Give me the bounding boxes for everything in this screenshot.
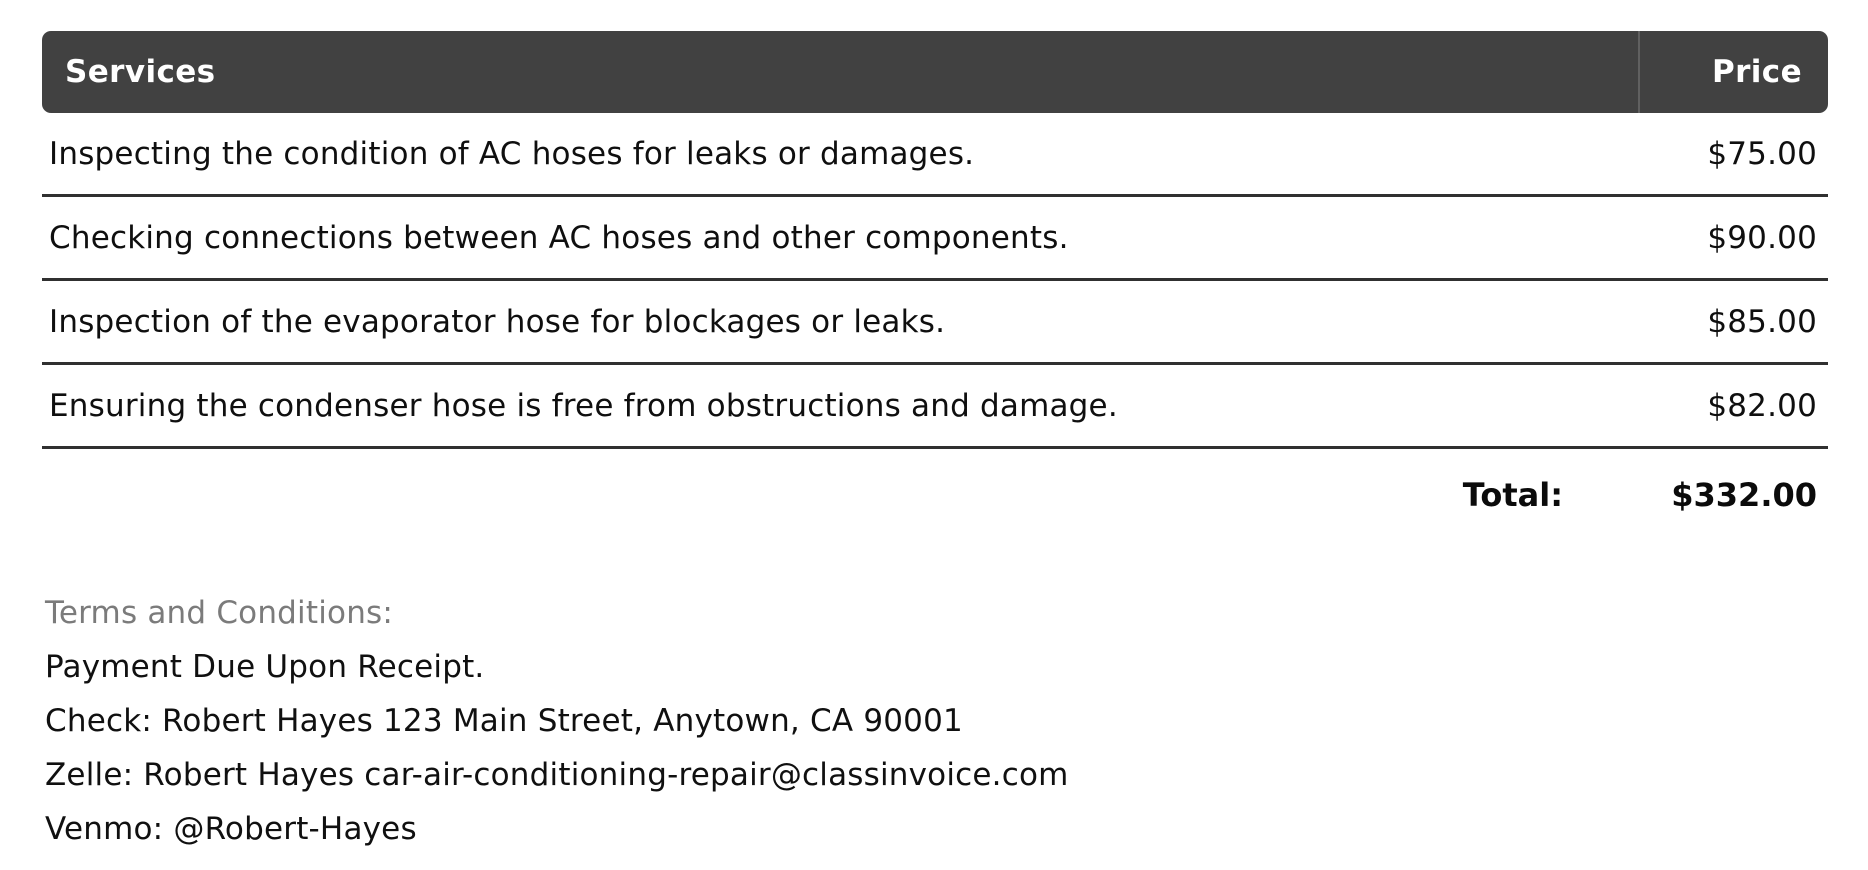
total-amount: $332.00: [1671, 476, 1817, 514]
terms-line-venmo: Venmo: @Robert-Hayes: [45, 811, 417, 847]
service-price: $82.00: [1707, 387, 1817, 424]
terms-line-zelle: Zelle: Robert Hayes car-air-conditioning-repair@classinvoice.com: [45, 757, 1069, 793]
service-price: $90.00: [1707, 219, 1817, 256]
service-price: $75.00: [1707, 135, 1817, 172]
terms-section: [45, 586, 1069, 856]
terms-heading: Terms and Conditions:: [45, 595, 394, 631]
services-table: [42, 31, 1828, 541]
table-header-row: [42, 31, 1828, 113]
service-description: Inspecting the condition of AC hoses for leaks or damages.: [49, 135, 975, 172]
total-row: [42, 449, 1828, 541]
service-description: Inspection of the evaporator hose for blockages or leaks.: [49, 303, 946, 340]
terms-line-check: Check: Robert Hayes 123 Main Street, Anytown, CA 90001: [45, 703, 963, 739]
price-column-header: Price: [1638, 31, 1828, 113]
service-description: Checking connections between AC hoses and other components.: [49, 219, 1069, 256]
service-description: Ensuring the condenser hose is free from obstructions and damage.: [49, 387, 1118, 424]
table-row: [42, 197, 1828, 281]
terms-line-payment: Payment Due Upon Receipt.: [45, 649, 485, 685]
table-row: [42, 281, 1828, 365]
total-label: Total:: [1462, 476, 1563, 514]
table-row: [42, 365, 1828, 449]
service-price: $85.00: [1707, 303, 1817, 340]
table-row: [42, 113, 1828, 197]
services-column-header: Services: [65, 54, 216, 90]
